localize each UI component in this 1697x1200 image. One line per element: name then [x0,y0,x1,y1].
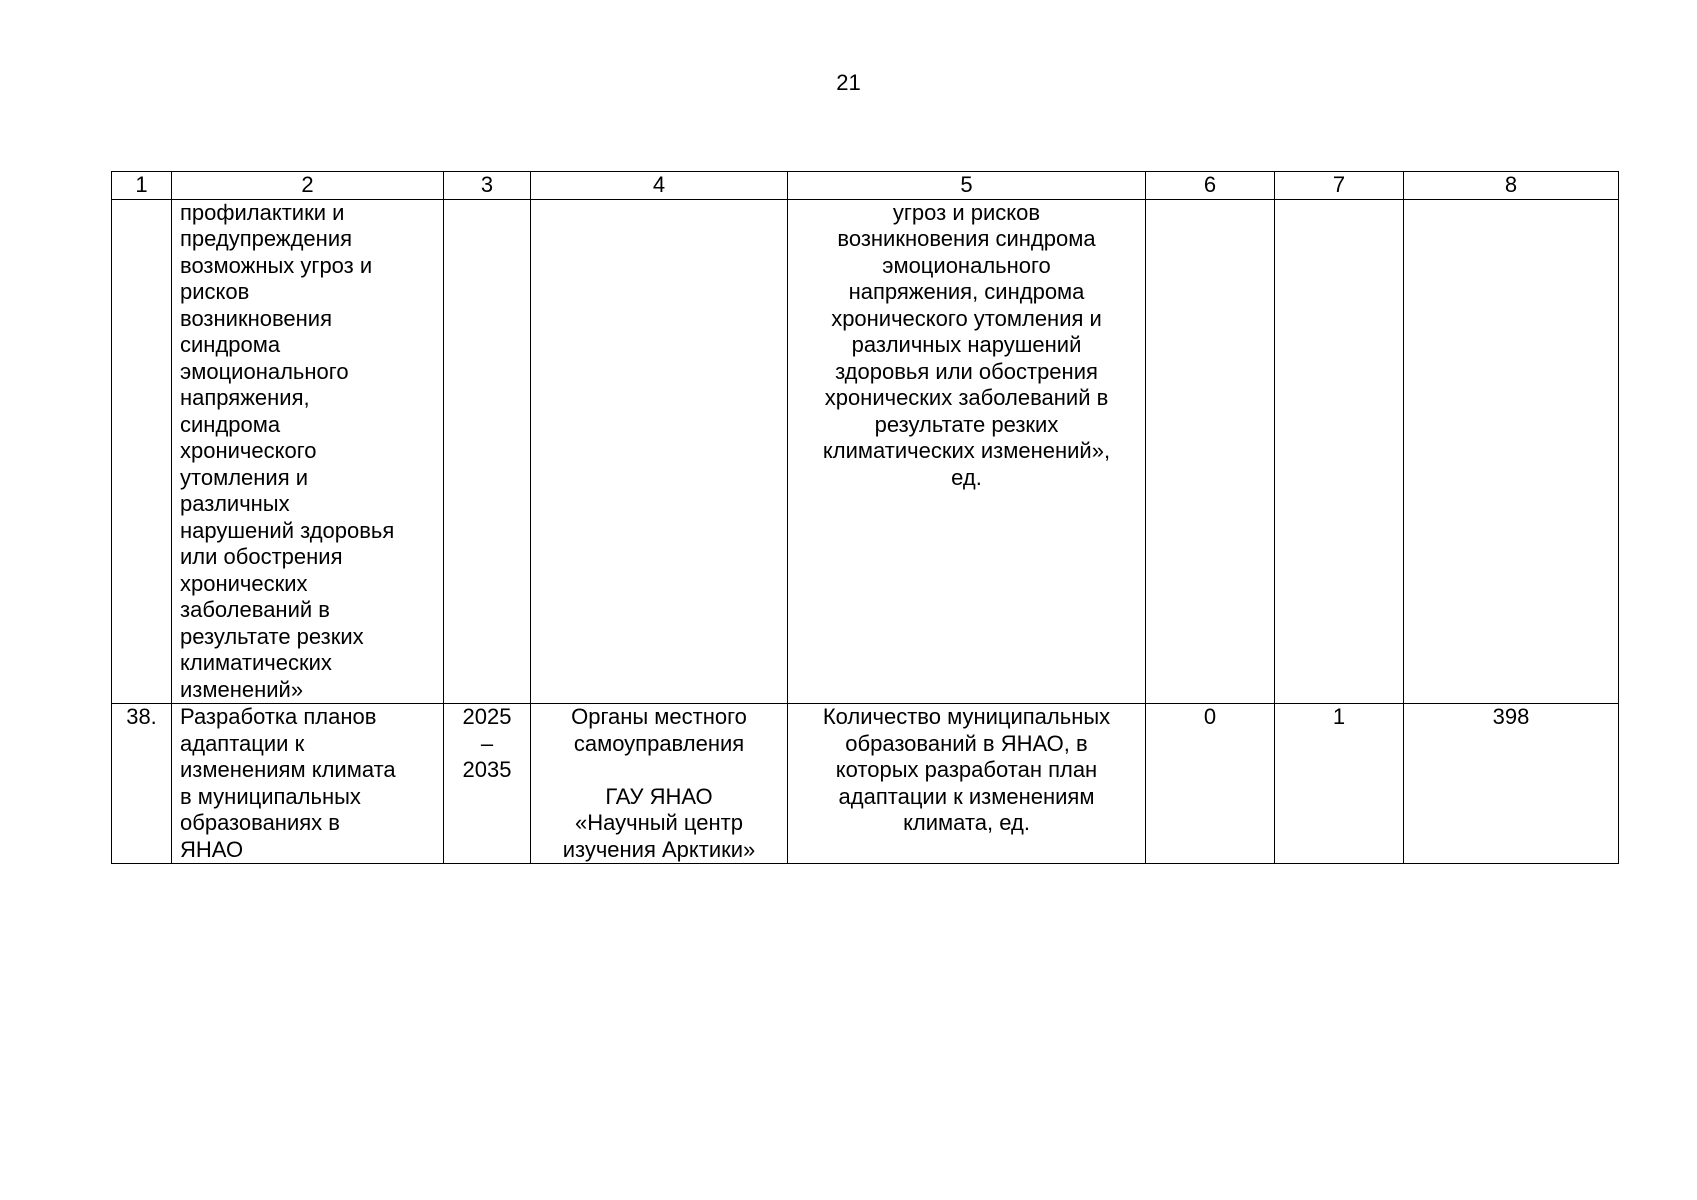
period-cell [444,199,531,704]
column-number-3: 3 [444,172,531,200]
value-col6-cell [1146,199,1275,704]
measure-name-cell: Разработка планов адаптации к изменениям климата в муниципальных образованиях в ЯНАО [172,704,444,864]
executors-cell: Органы местного самоуправления ГАУ ЯНАО «Научный центр изучения Арктики» [531,704,788,864]
column-number-7: 7 [1275,172,1404,200]
column-number-row [112,172,1619,200]
table-row [112,199,1619,704]
value-col6-cell: 0 [1146,704,1275,864]
indicator-cell: Количество муниципальных образований в ЯНАО, в которых разработан план адаптации к изменениям климата, ед. [788,704,1146,864]
measure-name-cell: профилактики и предупреждения возможных угроз и рисков возникновения синдрома эмоционального напряжения, синдрома хронического утомления и различных нарушений здоровья или обострения хронических заболеваний в результате резких климатических изменений» [172,199,444,704]
period-cell: 2025 – 2035 [444,704,531,864]
column-number-1: 1 [112,172,172,200]
row-number-cell [112,199,172,704]
column-number-4: 4 [531,172,788,200]
column-number-5: 5 [788,172,1146,200]
row-number-cell: 38. [112,704,172,864]
table-row [112,704,1619,864]
column-number-2: 2 [172,172,444,200]
measures-table [111,171,1619,864]
value-col8-cell: 398 [1404,704,1619,864]
column-number-6: 6 [1146,172,1275,200]
column-number-8: 8 [1404,172,1619,200]
page-number: 21 [836,70,861,95]
value-col7-cell [1275,199,1404,704]
value-col7-cell: 1 [1275,704,1404,864]
indicator-cell: угроз и рисков возникновения синдрома эмоционального напряжения, синдрома хронического утомления и различных нарушений здоровья или обострения хронических заболеваний в результате резких климатических изменений», ед. [788,199,1146,704]
value-col8-cell [1404,199,1619,704]
executors-cell [531,199,788,704]
